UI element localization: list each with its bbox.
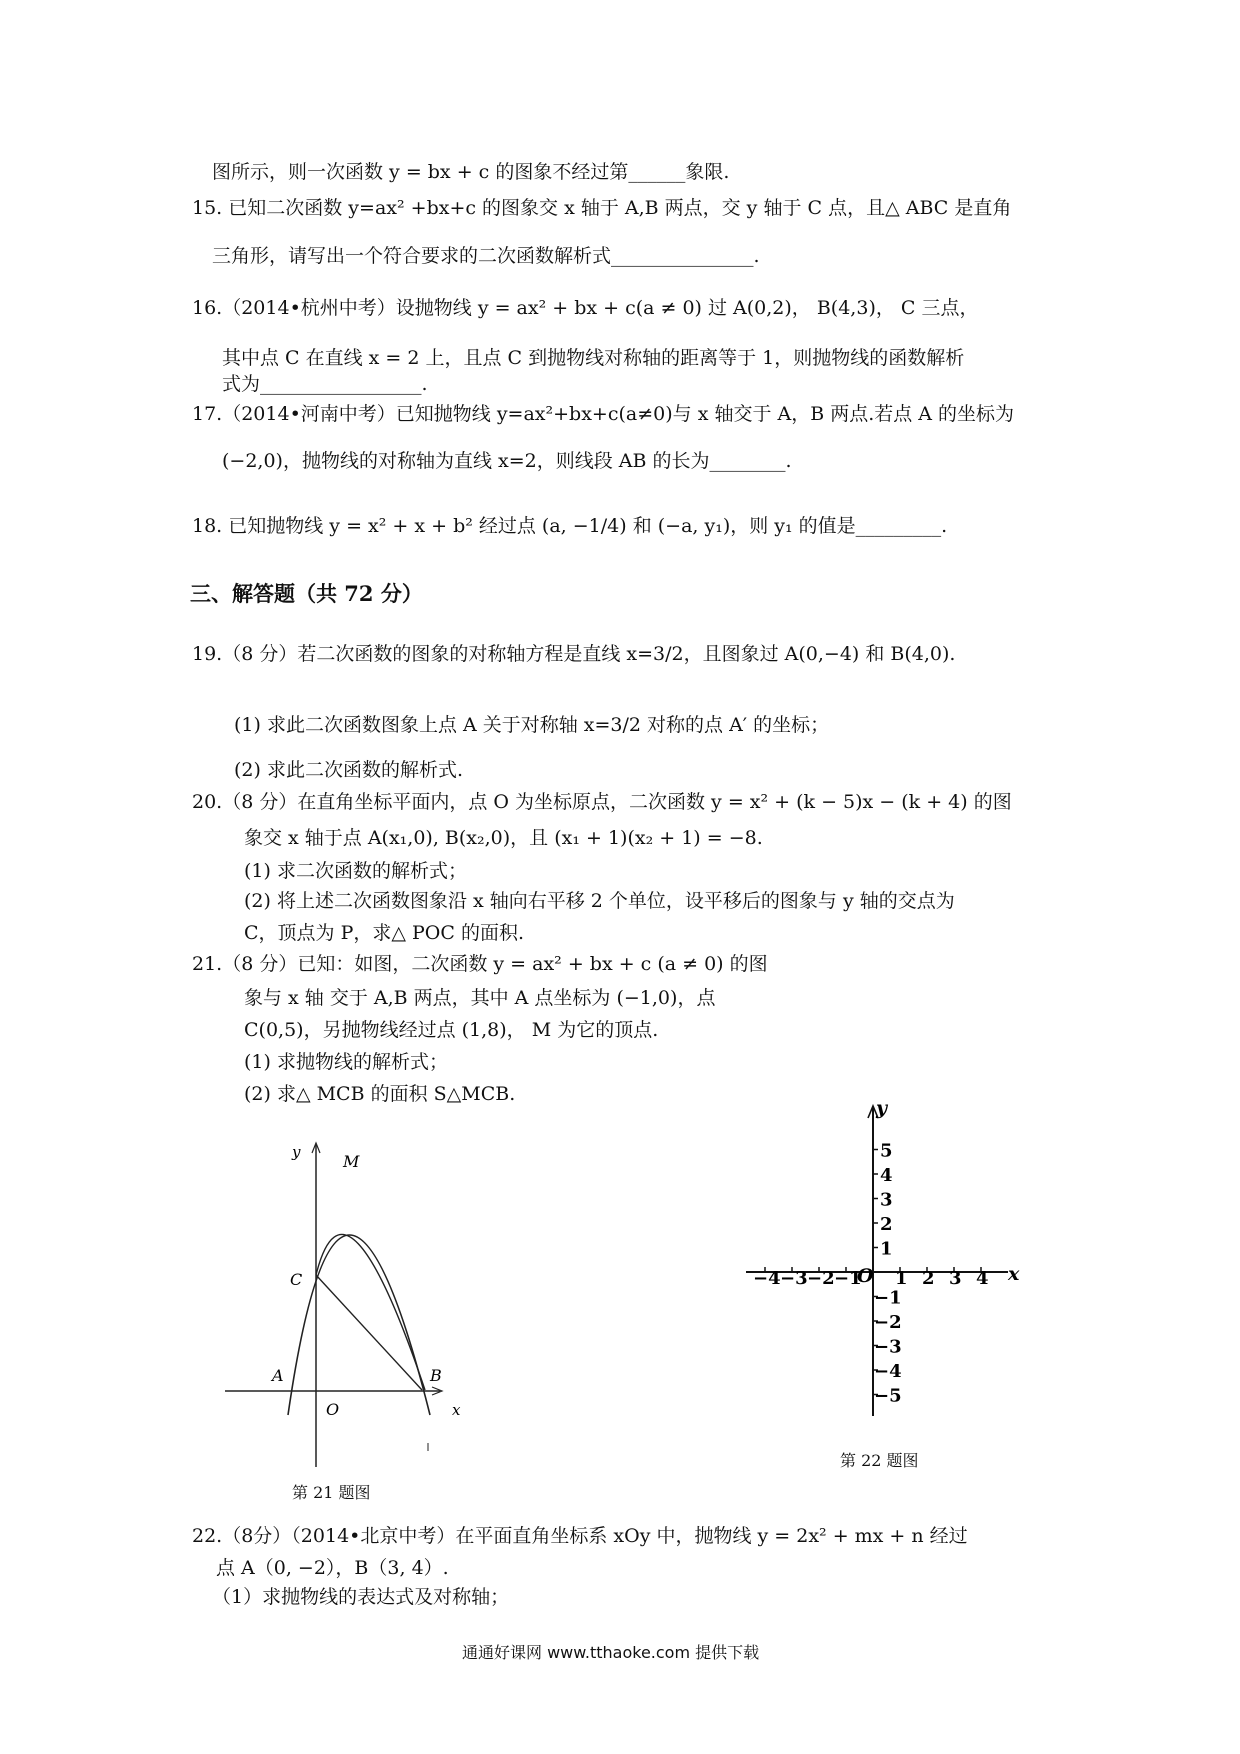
q20-line1: 20.（8 分）在直角坐标平面内，点 O 为坐标原点，二次函数 y = x² + (k − 5)x − (k + 4) 的图 [192, 791, 1012, 813]
q20-line2: 象交 x 轴于点 A(x₁,0), B(x₂,0)，且 (x₁ + 1)(x₂ + 1) = −8. [244, 827, 763, 849]
fig22-y-tick-label: 5 [880, 1140, 893, 1162]
fig22-y-tick-label: −1 [874, 1287, 902, 1309]
fig22-x-tick-label: 1 [895, 1268, 908, 1289]
fig22-label-x: x [1008, 1263, 1020, 1285]
fig22-y-tick-label: 2 [880, 1214, 893, 1235]
fig21-label-m: M [343, 1152, 360, 1171]
fig22-y-tick-label: −2 [874, 1312, 902, 1333]
fig22-x-tick-label: −1 [834, 1268, 862, 1289]
q17-line1: 17.（2014•河南中考）已知抛物线 y=ax²+bx+c(a≠0)与 x 轴交于 A，B 两点.若点 A 的坐标为 [192, 403, 1015, 425]
q15-line1: 15. 已知二次函数 y=ax² +bx+c 的图象交 x 轴于 A,B 两点，交 y 轴于 C 点，且△ ABC 是直角 [192, 197, 1012, 219]
fig22-y-tick-label: 3 [880, 1189, 893, 1211]
page-footer: 通通好课网 www.tthaoke.com 提供下载 [462, 1643, 760, 1662]
q19-part1: (1) 求此二次函数图象上点 A 关于对称轴 x=3/2 对称的点 A′ 的坐标； [234, 714, 830, 736]
fig22-caption: 第 22 题图 [840, 1451, 919, 1470]
q19-part2: (2) 求此二次函数的解析式. [234, 759, 463, 781]
q21-part1: (1) 求抛物线的解析式； [244, 1051, 448, 1073]
fig22-x-tick-label: −2 [807, 1268, 835, 1289]
fig22-y-tick-label: 1 [880, 1238, 893, 1260]
q22-line2: 点 A（0, −2），B（3, 4）. [216, 1557, 449, 1579]
q16-line1: 16.（2014•杭州中考）设抛物线 y = ax² + bx + c(a ≠ 0) 过 A(0,2)， B(4,3)， C 三点， [192, 297, 979, 319]
q16-line3: 式为_________________. [222, 373, 428, 395]
q19-line1: 19.（8 分）若二次函数的图象的对称轴方程是直线 x=3/2，且图象过 A(0,−4) 和 B(4,0). [192, 643, 956, 665]
q20-part2: (2) 将上述二次函数图象沿 x 轴向右平移 2 个单位，设平移后的图象与 y 轴的交点为 [244, 890, 955, 912]
q17-line2: (−2,0)，抛物线的对称轴为直线 x=2，则线段 AB 的长为________. [222, 450, 792, 472]
q21-line3: C(0,5)，另抛物线经过点 (1,8)， M 为它的顶点. [244, 1019, 659, 1041]
fig22-x-tick-label: 4 [976, 1268, 989, 1289]
q15-line2: 三角形，请写出一个符合要求的二次函数解析式_______________. [212, 245, 760, 267]
section-heading: 三、解答题（共 72 分） [190, 581, 423, 606]
q18-line1: 18. 已知抛物线 y = x² + x + b² 经过点 (a, −1/4) 和 (−a, y₁)，则 y₁ 的值是_________. [192, 515, 948, 537]
fig21-arc [316, 1234, 425, 1390]
fig22-x-tick-label: 2 [922, 1268, 935, 1289]
q16-line2: 其中点 C 在直线 x = 2 上，且点 C 到抛物线对称轴的距离等于 1，则抛物线的函数解析 [222, 347, 965, 369]
fig22-y-tick-label: −5 [874, 1385, 902, 1407]
q14-tail: 图所示，则一次函数 y = bx + c 的图象不经过第______象限. [212, 161, 730, 183]
fig22-x-tick-label: 3 [949, 1268, 962, 1289]
fig22-label-y: y [876, 1097, 888, 1119]
fig21-label-o: O [326, 1400, 340, 1419]
fig22-y-tick-label: −3 [874, 1336, 902, 1358]
fig22-x-tick-label: −4 [753, 1268, 781, 1289]
fig21-label-c: C [290, 1270, 303, 1289]
fig21-label-y: y [292, 1143, 301, 1161]
q21-part2: (2) 求△ MCB 的面积 S△MCB. [244, 1083, 516, 1105]
figure-22 [740, 1090, 1030, 1430]
fig22-label-o: O [857, 1265, 874, 1287]
q21-line1: 21.（8 分）已知：如图，二次函数 y = ax² + bx + c (a ≠ 0) 的图 [192, 953, 768, 975]
q22-part1: （1）求抛物线的表达式及对称轴； [212, 1586, 510, 1608]
fig22-x-tick-label: −3 [780, 1268, 808, 1289]
fig21-label-a: A [272, 1366, 284, 1385]
q22-line1: 22.（8分）（2014•北京中考）在平面直角坐标系 xOy 中，抛物线 y = 2x² + mx + n 经过 [192, 1525, 968, 1547]
fig22-y-tick-label: 4 [880, 1165, 893, 1186]
fig21-parabola [288, 1235, 430, 1415]
q20-part1: (1) 求二次函数的解析式； [244, 860, 467, 882]
fig22-y-tick-label: −4 [874, 1361, 902, 1382]
fig21-label-b: B [430, 1366, 442, 1385]
q20-part2-cont: C，顶点为 P，求△ POC 的面积. [244, 922, 524, 944]
q21-line2: 象与 x 轴 交于 A,B 两点，其中 A 点坐标为 (−1,0)，点 [244, 987, 716, 1009]
fig21-label-x: x [452, 1401, 461, 1419]
fig21-caption: 第 21 题图 [292, 1483, 371, 1502]
figure-21 [210, 1125, 480, 1475]
